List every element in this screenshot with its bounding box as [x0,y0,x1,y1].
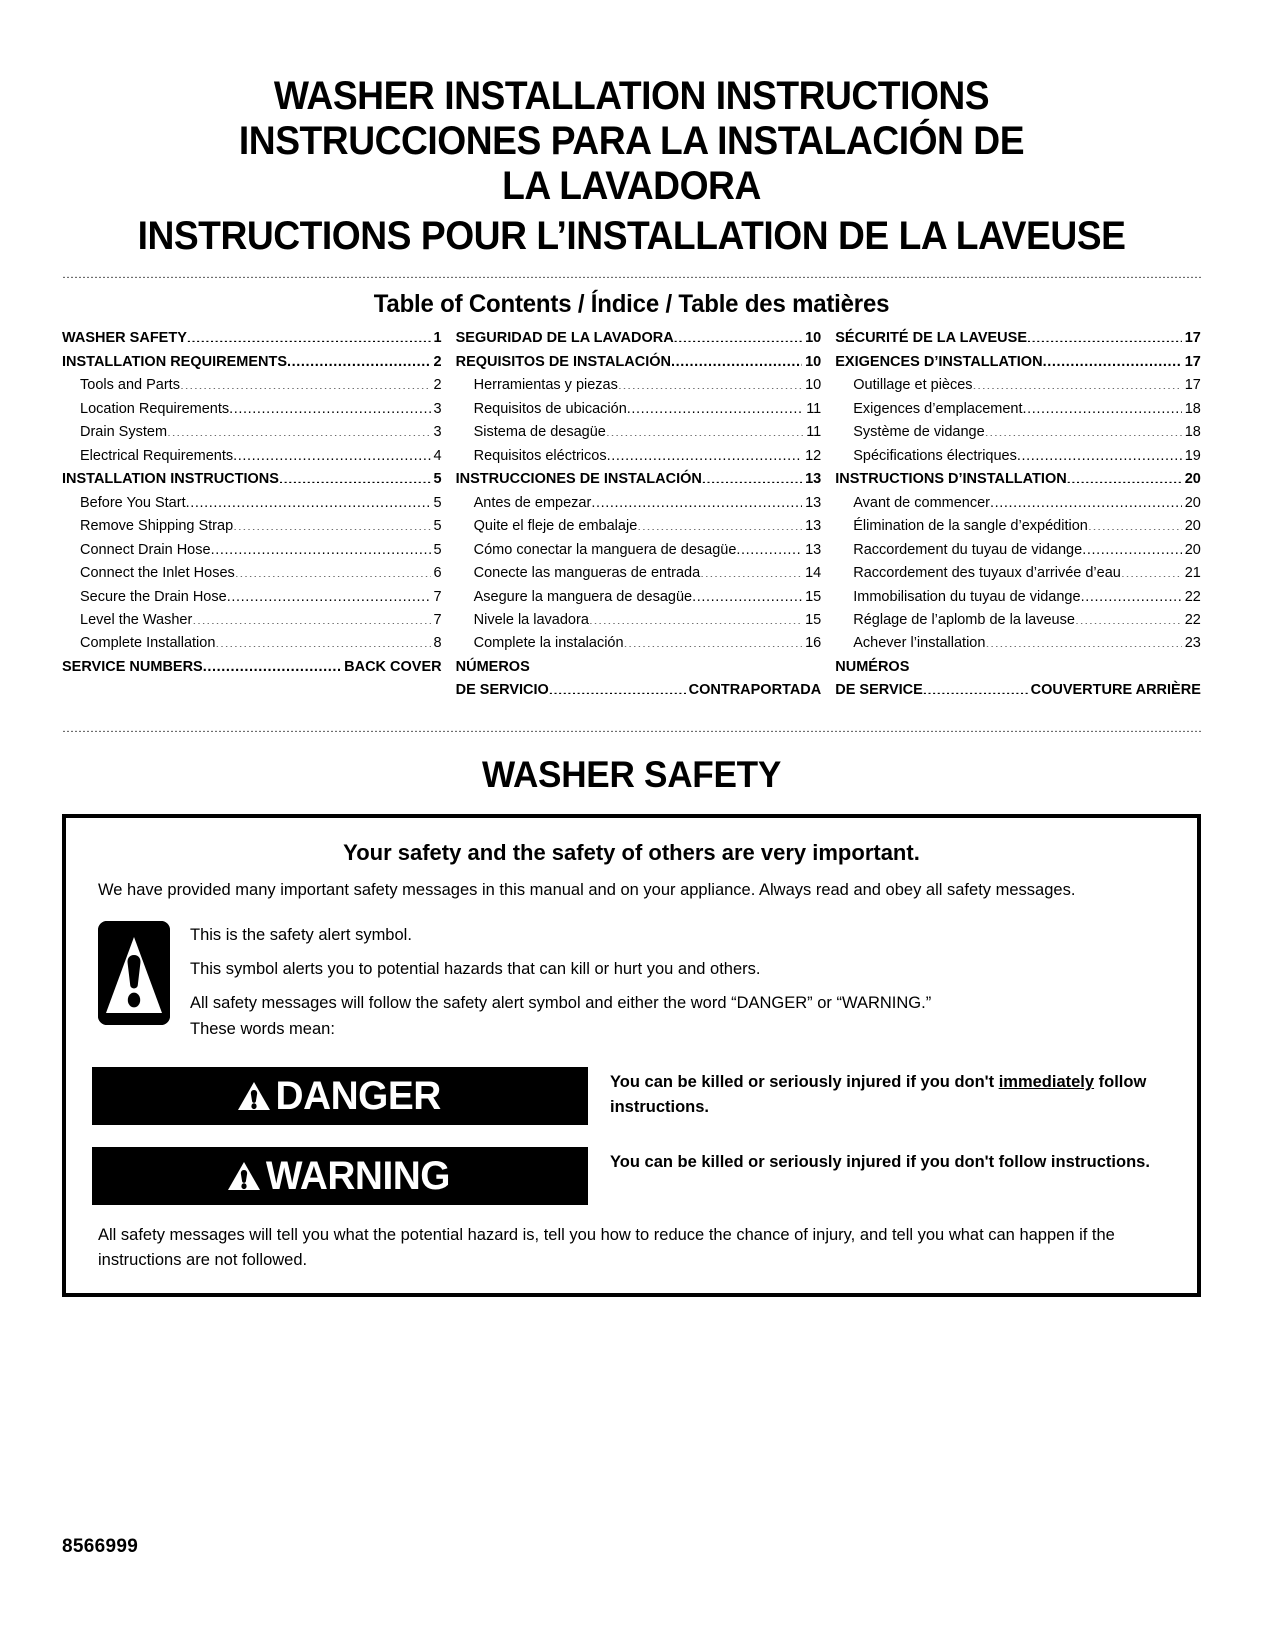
toc-leader-dots [1023,398,1182,413]
toc-entry-label: Outillage et pièces [853,377,973,394]
toc-entry-page: 10 [805,353,822,370]
document-title-block [62,0,1201,259]
toc-leader-dots [203,656,341,671]
safety-alert-line-1: This is the safety alert symbol. [190,926,412,945]
toc-entry-page: 5 [433,518,442,535]
toc-leader-dots [700,563,802,578]
safety-headline: Your safety and the safety of others are very important. [343,839,920,865]
toc-leader-dots [1082,539,1182,554]
toc-entry[interactable] [835,445,1201,468]
toc-entry[interactable] [456,562,822,585]
toc-entry-label: Avant de commencer [853,494,990,511]
toc-entry-label: Complete Installation [80,635,216,652]
toc-entry[interactable] [62,445,442,468]
toc-entry-page: 4 [433,447,442,464]
danger-text-before: You can be killed or seriously injured if you don't [610,1073,999,1092]
toc-leader-dots [1067,469,1182,484]
toc-leader-dots [637,516,802,531]
toc-entry-label: Remove Shipping Strap [80,518,234,535]
toc-entry[interactable] [62,374,442,397]
toc-leader-dots [215,633,430,648]
toc-entry-label: INSTRUCTIONS D’INSTALLATION [835,471,1067,488]
toc-entry-label: Antes de empezar [473,494,592,511]
toc-entry-label: INSTALLATION REQUIREMENTS [62,353,288,370]
toc-leader-dots [186,492,431,507]
toc-entry-page: 13 [805,494,822,511]
title-spanish-line2: LA LAVADORA [502,163,761,208]
toc-entry[interactable] [835,492,1201,515]
danger-text-underlined: immediately [998,1073,1095,1092]
safety-alert-line-4: These words mean: [190,1020,335,1039]
toc-leader-dots [287,351,431,366]
toc-leader-dots [192,610,430,625]
toc-entry-label: INSTRUCCIONES DE INSTALACIÓN [455,471,702,488]
toc-entry-page: CONTRAPORTADA [688,682,822,699]
toc-entry-page: 5 [433,541,442,558]
toc-entry[interactable] [835,351,1201,374]
toc-entry-label: Conecte las mangueras de entrada [473,565,701,582]
toc-entry-page: 12 [805,447,822,464]
toc-entry-page: 11 [806,424,822,441]
toc-leader-dots [591,492,802,507]
toc-column-french [821,327,1201,703]
toc-entry-label: Location Requirements [80,400,230,417]
toc-leader-dots [624,633,803,648]
toc-entry-label: SERVICE NUMBERS [62,658,203,675]
safety-outro-text: All safety messages will tell you what the potential hazard is, tell you how to reduce the chance of injury, and tell you what can happen if the instructions are not followed. [98,1226,1115,1270]
toc-entry[interactable] [62,609,442,632]
toc-entry-page: 22 [1184,588,1201,605]
toc-entry[interactable] [62,327,442,350]
toc-leader-dots [736,539,802,554]
divider-top [62,275,1201,278]
toc-leader-dots [671,351,802,366]
toc-entry[interactable] [835,656,1201,679]
toc-entry-label: Exigences d’emplacement [853,400,1023,417]
toc-leader-dots [233,516,430,531]
toc-entry-page: 21 [1184,565,1201,582]
footer-part-number: 8566999 [62,1536,139,1557]
toc-entry-page: 8 [433,635,442,652]
safety-alert-line-2: This symbol alerts you to potential hazards that can kill or hurt you and others. [190,960,761,979]
toc-entry-label: Asegure la manguera de desagüe [473,588,693,605]
toc-leader-dots [674,328,802,343]
alert-triangle-icon [237,1080,271,1112]
toc-entry-page: 2 [433,353,442,370]
toc-entry-page: 1 [433,330,442,347]
toc-entry-label: Raccordement du tuyau de vidange [853,541,1083,558]
toc-entry[interactable] [62,656,442,679]
safety-intro-text: We have provided many important safety messages in this manual and on your appliance. Always read and obey all safety messages. [98,880,1076,899]
alert-triangle-icon [227,1160,261,1192]
toc-entry-label: NUMÉROS [835,658,910,675]
toc-entry-page: COUVERTURE ARRIÈRE [1030,682,1201,699]
toc-entry[interactable] [62,515,442,538]
toc-leader-dots [549,680,686,695]
safety-alert-row [92,919,1171,1051]
toc-entry[interactable] [456,586,822,609]
toc-entry[interactable] [62,632,442,655]
toc-entry[interactable] [62,586,442,609]
toc-entry-page: 16 [805,635,822,652]
toc-entry[interactable] [835,679,1201,702]
toc-entry-label: WASHER SAFETY [62,330,187,347]
toc-leader-dots [627,398,803,413]
title-spanish-line1: INSTRUCCIONES PARA LA INSTALACIÓN DE [238,118,1025,163]
toc-leader-dots [235,563,431,578]
toc-entry-label: SÉCURITÉ DE LA LAVEUSE [835,330,1027,347]
toc-leader-dots [1081,586,1182,601]
toc-entry-label: REQUISITOS DE INSTALACIÓN [455,353,671,370]
toc-entry[interactable] [456,468,822,491]
toc-entry-label: Connect the Inlet Hoses [80,565,235,582]
toc-entry[interactable] [62,562,442,585]
toc-entry[interactable] [456,609,822,632]
toc-entry-page: 17 [1184,330,1201,347]
toc-entry-label: Cómo conectar la manguera de desagüe [473,541,737,558]
toc-entry-label: Secure the Drain Hose [80,588,227,605]
toc-leader-dots [606,422,803,437]
toc-entry-label: DE SERVICE [835,682,923,699]
toc-entry-page: 7 [433,588,442,605]
danger-badge [92,1067,588,1125]
toc-leader-dots [180,375,431,390]
danger-description [610,1067,1171,1125]
toc-entry-label: Connect Drain Hose [80,541,211,558]
title-english: WASHER INSTALLATION INSTRUCTIONS [273,74,990,118]
safety-alert-symbol-icon [98,921,170,1025]
toc-entry-label: SEGURIDAD DE LA LAVADORA [455,330,674,347]
toc-leader-dots [1043,351,1182,366]
toc-leader-dots [233,445,430,460]
toc-entry-page: 18 [1184,424,1201,441]
safety-box [62,814,1201,1298]
toc-entry-label: Tools and Parts [80,377,180,394]
toc-entry-page: 5 [433,494,442,511]
toc-column-english [62,327,442,679]
toc-leader-dots [973,375,1182,390]
toc-entry-page: 11 [806,400,822,417]
toc-entry-page: 15 [805,612,822,628]
toc-entry-label: Spécifications électriques [853,447,1017,464]
toc-leader-dots [1088,516,1182,531]
toc-entry-label: Système de vidange [853,424,985,441]
toc-entry-label: Electrical Requirements [80,447,234,464]
toc-entry-label: Quite el fleje de embalaje [473,518,638,535]
toc-leader-dots [607,445,803,460]
toc-entry-label: Level the Washer [80,612,193,628]
toc-entry-page: 17 [1184,377,1201,394]
toc-entry[interactable] [456,351,822,374]
divider-bottom [62,729,1201,732]
toc-entry[interactable] [62,421,442,444]
toc-entry[interactable] [456,539,822,562]
toc-entry-label: Nivele la lavadora [473,612,589,628]
toc-entry-page: 20 [1184,541,1201,558]
toc-entry-page: 7 [433,612,442,628]
toc-entry[interactable] [456,445,822,468]
danger-row [92,1067,1171,1125]
safety-alert-lines [190,919,1171,1051]
toc-entry[interactable] [835,609,1201,632]
toc-entry-label: Réglage de l’aplomb de la laveuse [853,612,1075,628]
toc-leader-dots [702,469,802,484]
toc-entry-page: 23 [1184,635,1201,652]
toc-leader-dots [167,422,431,437]
toc-leader-dots [279,469,431,484]
toc-entry-page: 20 [1184,471,1201,488]
toc-entry-page: 13 [805,541,822,558]
toc-entry-label: Requisitos eléctricos [473,447,607,464]
toc-entry-page: 3 [433,424,442,441]
toc-leader-dots [589,610,802,625]
toc-entry-label: Sistema de desagüe [473,424,606,441]
toc-entry[interactable] [62,539,442,562]
toc-column-spanish [442,327,822,703]
toc-entry-page: 15 [805,588,822,605]
toc-entry-page: 6 [433,565,442,582]
toc-entry-label: Herramientas y piezas [473,377,618,394]
safety-alert-line-3: All safety messages will follow the safety alert symbol and either the word “DANGER” or “WARNING.” [190,994,932,1013]
warning-description: You can be killed or seriously injured if you don't follow instructions. [610,1153,1150,1172]
toc-entry-page: 10 [805,377,822,394]
toc-entry-page: 19 [1184,447,1201,464]
toc-columns [62,327,1201,703]
warning-badge [92,1147,588,1205]
warning-label: WARNING [265,1154,451,1199]
toc-heading: Table of Contents / Índice / Table des matières [373,290,890,319]
toc-entry[interactable] [456,421,822,444]
danger-label: DANGER [275,1074,441,1119]
toc-entry[interactable] [62,351,442,374]
toc-entry-label: Complete la instalación [473,635,624,652]
warning-row [92,1147,1171,1205]
toc-entry-page: 20 [1184,494,1201,511]
toc-entry[interactable] [456,398,822,421]
toc-leader-dots [211,539,431,554]
toc-entry[interactable] [835,468,1201,491]
section-title-washer-safety: WASHER SAFETY [481,753,782,795]
toc-entry-label: Drain System [80,424,168,441]
toc-leader-dots [618,375,802,390]
toc-entry-page: 17 [1184,353,1201,370]
toc-entry[interactable] [62,468,442,491]
toc-entry-label: INSTALLATION INSTRUCTIONS [62,471,279,488]
toc-leader-dots [990,492,1182,507]
danger-text-after: follow instructions. [610,1073,1147,1117]
toc-entry-page: 13 [805,471,822,488]
toc-entry[interactable] [456,679,822,702]
toc-leader-dots [227,586,431,601]
toc-entry-page: 14 [805,565,822,582]
toc-entry-page: 13 [805,518,822,535]
toc-entry[interactable] [456,656,822,679]
toc-entry[interactable] [835,374,1201,397]
toc-entry[interactable] [456,515,822,538]
toc-entry[interactable] [835,421,1201,444]
toc-entry[interactable] [835,562,1201,585]
toc-entry[interactable] [835,539,1201,562]
toc-entry[interactable] [835,586,1201,609]
toc-entry-page: 18 [1184,400,1201,417]
toc-entry-label: Requisitos de ubicación [473,400,627,417]
toc-entry[interactable] [62,492,442,515]
toc-leader-dots [187,328,431,343]
toc-entry[interactable] [456,374,822,397]
toc-entry[interactable] [835,515,1201,538]
toc-entry-label: EXIGENCES D’INSTALLATION [835,353,1043,370]
toc-leader-dots [1027,328,1182,343]
toc-entry[interactable] [835,398,1201,421]
toc-leader-dots [985,633,1181,648]
toc-entry[interactable] [456,492,822,515]
toc-entry-label: Raccordement des tuyaux d’arrivée d’eau [853,565,1121,582]
toc-entry[interactable] [456,327,822,350]
toc-entry-page: 2 [433,377,442,394]
toc-leader-dots [985,422,1182,437]
toc-entry-page: 5 [433,471,442,488]
toc-entry[interactable] [456,632,822,655]
toc-entry-page: 22 [1184,612,1201,628]
title-french: INSTRUCTIONS POUR L’INSTALLATION DE LA LAVEUSE [137,214,1126,259]
toc-leader-dots [923,680,1028,695]
toc-entry-page: 10 [805,330,822,347]
toc-entry-label: Achever l’installation [853,635,986,652]
toc-entry-label: Before You Start [80,494,186,511]
toc-leader-dots [692,586,802,601]
toc-entry[interactable] [835,327,1201,350]
toc-leader-dots [229,398,430,413]
toc-entry[interactable] [835,632,1201,655]
toc-entry-label: Élimination de la sangle d’expédition [853,518,1088,535]
toc-entry-label: DE SERVICIO [455,682,549,699]
toc-entry-page: 3 [433,400,442,417]
toc-entry-page: BACK COVER [344,658,442,675]
toc-leader-dots [1075,610,1182,625]
toc-entry[interactable] [62,398,442,421]
toc-entry-label: NÚMEROS [455,658,530,675]
toc-leader-dots [1121,563,1182,578]
toc-entry-label: Immobilisation du tuyau de vidange [853,588,1081,605]
toc-leader-dots [1017,445,1182,460]
toc-entry-page: 20 [1184,518,1201,535]
